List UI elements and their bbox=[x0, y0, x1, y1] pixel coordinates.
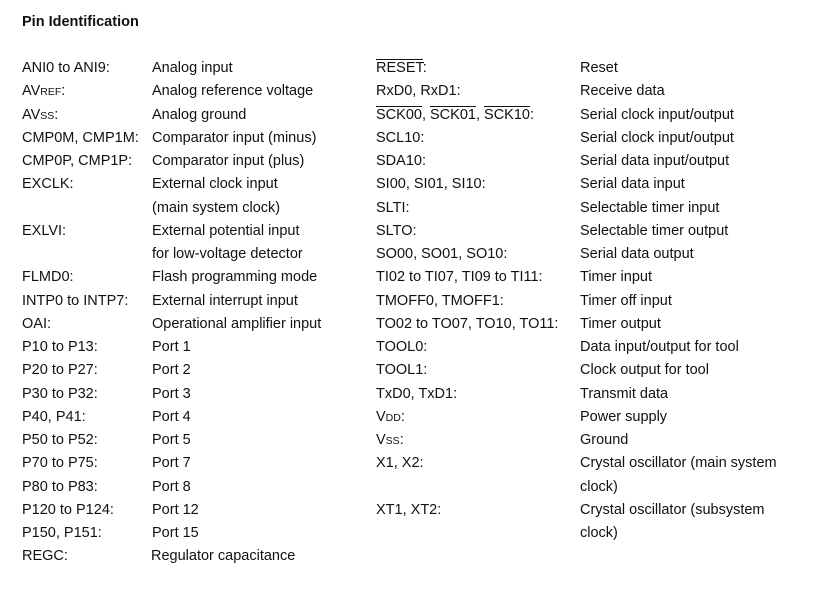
pin-name: REGC: bbox=[22, 548, 68, 565]
pin-function: Regulator capacitance bbox=[151, 548, 296, 565]
table-row bbox=[0, 429, 831, 452]
pin-function: Transmit data bbox=[580, 385, 669, 402]
pin-function: Clock output for tool bbox=[580, 362, 709, 379]
pin-name-tail: : bbox=[54, 106, 59, 123]
table-row bbox=[0, 499, 831, 522]
table-row bbox=[0, 545, 831, 568]
pin-name-subscript: DD bbox=[385, 411, 401, 424]
table-row bbox=[0, 197, 831, 220]
table-row bbox=[0, 220, 831, 243]
pin-name: P80 to P83: bbox=[22, 478, 98, 495]
pin-name: FLMD0: bbox=[22, 269, 74, 286]
pin-function: Selectable timer output bbox=[580, 222, 729, 239]
pin-name: TO02 to TO07, TO10, TO11: bbox=[376, 315, 559, 332]
table-row bbox=[0, 313, 831, 336]
pin-name-separator: , bbox=[475, 106, 485, 123]
pin-name: P120 to P124: bbox=[22, 501, 114, 518]
pin-function: External potential input bbox=[152, 222, 300, 239]
pin-function: (main system clock) bbox=[152, 199, 281, 216]
pin-function: Port 4 bbox=[152, 408, 191, 425]
pin-function: Port 8 bbox=[152, 478, 191, 495]
table-row bbox=[0, 406, 831, 429]
table-row bbox=[0, 383, 831, 406]
table-row bbox=[0, 127, 831, 150]
pin-name: EXLVI: bbox=[22, 222, 67, 239]
pin-function: Operational amplifier input bbox=[152, 315, 322, 332]
pin-name bbox=[376, 57, 427, 80]
pin-function: clock) bbox=[580, 525, 618, 541]
pin-function: Analog reference voltage bbox=[152, 83, 314, 100]
pin-function: Serial clock input/output bbox=[580, 129, 734, 146]
pin-name-base: V bbox=[376, 408, 386, 425]
pin-function: for low-voltage detector bbox=[152, 246, 303, 262]
table-row bbox=[0, 476, 831, 499]
pin-name: X1, X2: bbox=[376, 455, 424, 472]
pin-function: Selectable timer input bbox=[580, 199, 720, 216]
pin-name: XT1, XT2: bbox=[376, 501, 442, 518]
pin-name: TxD0, TxD1: bbox=[376, 385, 458, 402]
table-row bbox=[0, 150, 831, 173]
pin-function: External interrupt input bbox=[152, 292, 298, 309]
table-row bbox=[0, 57, 831, 80]
pin-function: Analog input bbox=[152, 60, 233, 76]
pin-function: Port 5 bbox=[152, 432, 191, 448]
pin-function: Comparator input (minus) bbox=[152, 129, 317, 146]
pin-function: clock) bbox=[580, 478, 618, 495]
page-title: Pin Identification bbox=[22, 14, 139, 30]
pin-name bbox=[376, 104, 534, 127]
pin-name: TOOL0: bbox=[376, 339, 428, 355]
pin-name-separator: , bbox=[421, 106, 431, 123]
pin-name: CMP0P, CMP1P: bbox=[22, 153, 133, 169]
pin-name: CMP0M, CMP1M: bbox=[22, 129, 139, 146]
pin-name: SI00, SI01, SI10: bbox=[376, 176, 486, 193]
pin-name: SDA10: bbox=[376, 153, 426, 169]
pin-function: Ground bbox=[580, 432, 629, 448]
pin-name-subscript: SS bbox=[40, 109, 55, 122]
pin-name-tail: : bbox=[399, 432, 404, 448]
pin-function: Port 15 bbox=[152, 525, 199, 541]
table-row bbox=[0, 80, 831, 103]
pin-name-tail: : bbox=[400, 408, 405, 425]
pin-name: SO00, SO01, SO10: bbox=[376, 246, 508, 262]
table-row bbox=[0, 452, 831, 475]
pin-function: Analog ground bbox=[152, 106, 247, 123]
pin-function: Power supply bbox=[580, 408, 668, 425]
pin-name-tail: : bbox=[61, 83, 66, 100]
pin-name: INTP0 to INTP7: bbox=[22, 292, 129, 309]
pin-name: TMOFF0, TMOFF1: bbox=[376, 292, 504, 309]
pin-function: Receive data bbox=[580, 83, 665, 100]
pin-table bbox=[0, 57, 831, 569]
pin-function: Port 2 bbox=[152, 362, 191, 379]
pin-name: SLTO: bbox=[376, 222, 417, 239]
pin-name: OAI: bbox=[22, 315, 52, 332]
pin-name-base: V bbox=[376, 432, 386, 448]
pin-name-overlined: SCK01 bbox=[430, 106, 476, 123]
pin-function: External clock input bbox=[152, 176, 278, 193]
table-row bbox=[0, 336, 831, 359]
pin-name-base: AV bbox=[22, 106, 41, 123]
pin-name-overlined: SCK00 bbox=[376, 106, 422, 123]
pin-name bbox=[22, 104, 58, 128]
table-row bbox=[0, 522, 831, 545]
pin-function: Port 12 bbox=[152, 501, 199, 518]
pin-name: SCL10: bbox=[376, 129, 425, 146]
pin-function: Crystal oscillator (main system bbox=[580, 455, 777, 472]
pin-function: Port 1 bbox=[152, 339, 191, 355]
pin-function: Timer off input bbox=[580, 292, 672, 309]
pin-function: Serial data input bbox=[580, 176, 685, 193]
table-row bbox=[0, 290, 831, 313]
pin-name: RxD0, RxD1: bbox=[376, 83, 461, 100]
pin-name: EXCLK: bbox=[22, 176, 74, 193]
table-row bbox=[0, 359, 831, 382]
table-row bbox=[0, 173, 831, 196]
table-row bbox=[0, 243, 831, 266]
pin-name-tail: : bbox=[529, 106, 535, 123]
pin-function: Reset bbox=[580, 60, 618, 76]
pin-name: P40, P41: bbox=[22, 408, 86, 425]
pin-name-overlined: SCK10 bbox=[484, 106, 530, 123]
pin-function: Comparator input (plus) bbox=[152, 153, 305, 169]
pin-function: Timer output bbox=[580, 315, 661, 332]
pin-name: P10 to P13: bbox=[22, 339, 98, 355]
pin-name: TI02 to TI07, TI09 to TI11: bbox=[376, 269, 543, 286]
pin-function: Flash programming mode bbox=[152, 269, 318, 286]
pin-name: P20 to P27: bbox=[22, 362, 98, 379]
pin-name: TOOL1: bbox=[376, 362, 428, 379]
pin-name: P70 to P75: bbox=[22, 455, 98, 472]
pin-name: SLTI: bbox=[376, 199, 410, 216]
pin-function: Serial clock input/output bbox=[580, 106, 734, 123]
pin-name bbox=[376, 406, 405, 430]
pin-function: Port 3 bbox=[152, 385, 191, 402]
pin-function: Serial data input/output bbox=[580, 153, 730, 169]
pin-name: P50 to P52: bbox=[22, 432, 98, 448]
pin-name-tail: : bbox=[422, 60, 427, 76]
pin-name-base: AV bbox=[22, 83, 41, 100]
pin-function: Crystal oscillator (subsystem bbox=[580, 501, 765, 518]
pin-name-overlined: RESET bbox=[376, 60, 423, 76]
table-row bbox=[0, 266, 831, 289]
table-row bbox=[0, 104, 831, 127]
pin-name bbox=[22, 80, 65, 104]
pin-function: Port 7 bbox=[152, 455, 191, 472]
pin-name: ANI0 to ANI9: bbox=[22, 60, 110, 76]
pin-name-subscript: SS bbox=[385, 435, 400, 447]
pin-name: P30 to P32: bbox=[22, 385, 98, 402]
pin-name: P150, P151: bbox=[22, 525, 102, 541]
pin-name bbox=[376, 429, 404, 453]
pin-function: Data input/output for tool bbox=[580, 339, 739, 355]
pin-function: Serial data output bbox=[580, 246, 694, 262]
pin-function: Timer input bbox=[580, 269, 652, 286]
pin-name-subscript: REF bbox=[40, 86, 62, 99]
